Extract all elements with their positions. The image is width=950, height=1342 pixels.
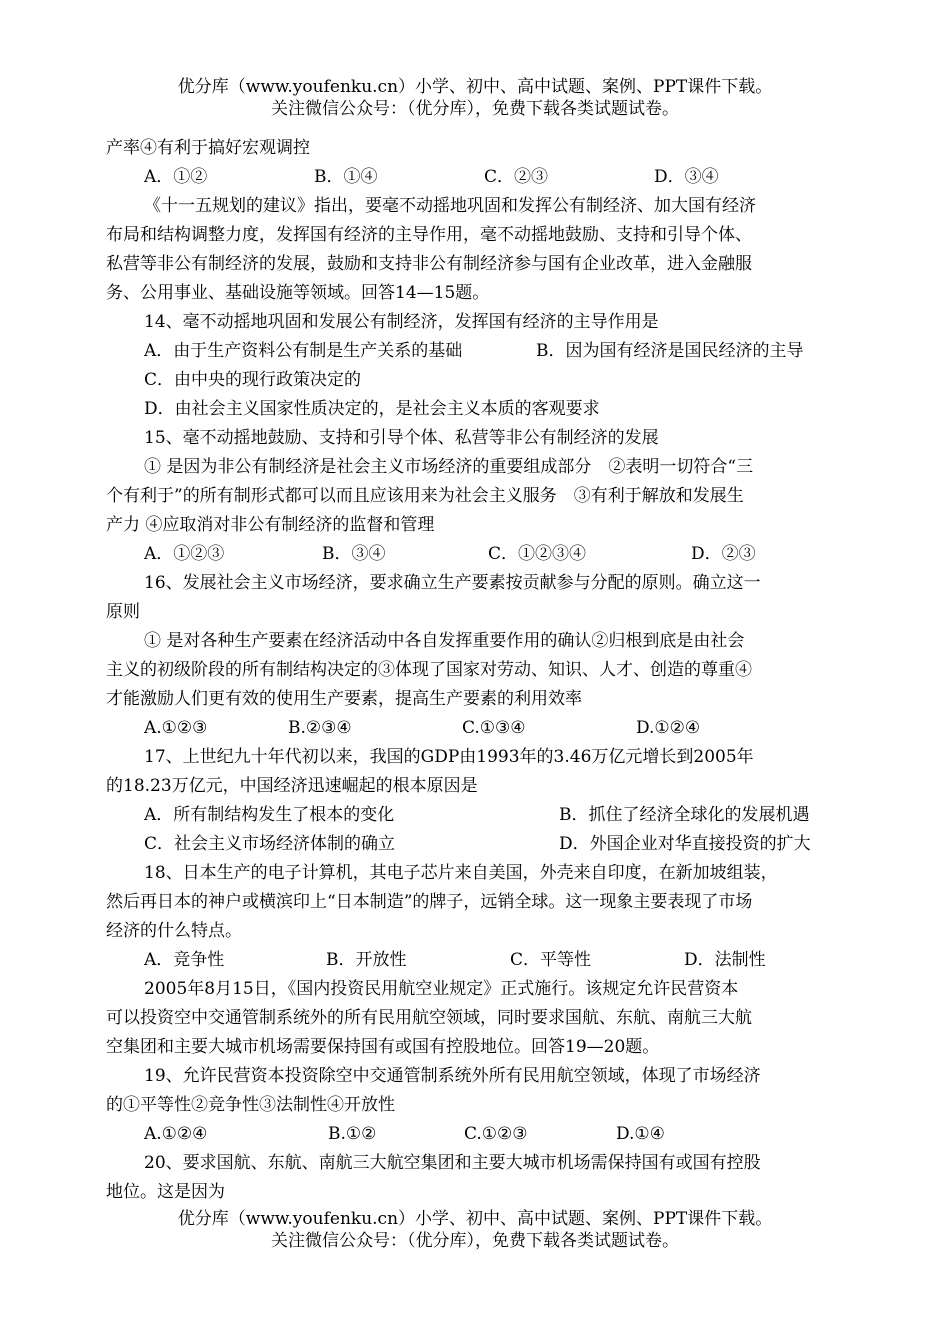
option-d: D.①②④ bbox=[636, 718, 701, 738]
option-a: A．由于生产资料公有制是生产关系的基础 bbox=[144, 341, 463, 361]
question-15: 15、毫不动摇地鼓励、支持和引导个体、私营等非公有制经济的发展 bbox=[144, 428, 659, 448]
text-line: 产率④有利于搞好宏观调控 bbox=[106, 138, 310, 158]
q16-statement-line-2: 主义的初级阶段的所有制结构决定的③体现了国家对劳动、知识、人才、创造的尊重④ bbox=[106, 660, 752, 680]
option-d: D．外国企业对华直接投资的扩大 bbox=[559, 834, 811, 854]
q16-options bbox=[106, 714, 846, 743]
passage-1-line-4: 务、公用事业、基础设施等领域。回答14—15题。 bbox=[106, 283, 490, 303]
option-d: D．由社会主义国家性质决定的，是社会主义本质的客观要求 bbox=[144, 399, 600, 419]
passage-2-line-3: 空集团和主要大城市机场需要保持国有或国有控股地位。回答19—20题。 bbox=[106, 1037, 660, 1057]
option-c: C．由中央的现行政策决定的 bbox=[144, 370, 362, 390]
question-17-line-2: 的18.23万亿元，中国经济迅速崛起的根本原因是 bbox=[106, 776, 478, 796]
question-17-line-1: 17、上世纪九十年代初以来，我国的GDP由1993年的3.46万亿元增长到2005年 bbox=[144, 747, 754, 767]
option-d: D．③④ bbox=[654, 167, 719, 187]
option-a: A．①② bbox=[144, 167, 208, 187]
option-a: A．①②③ bbox=[144, 544, 225, 564]
header-line-1: 优分库（www.youfenku.cn）小学、初中、高中试题、案例、PPT课件下载。 bbox=[177, 77, 773, 97]
option-a: A．所有制结构发生了根本的变化 bbox=[144, 805, 395, 825]
option-b: B．①④ bbox=[314, 167, 378, 187]
option-b: B.①② bbox=[328, 1124, 377, 1144]
footer-line-1: 优分库（www.youfenku.cn）小学、初中、高中试题、案例、PPT课件下载。 bbox=[177, 1209, 773, 1229]
option-c: C．①②③④ bbox=[488, 544, 587, 564]
passage-2-line-1: 2005年8月15日，《国内投资民用航空业规定》正式施行。该规定允许民营资本 bbox=[144, 979, 739, 999]
option-c: C.①②③ bbox=[464, 1124, 528, 1144]
option-b: B．因为国有经济是国民经济的主导 bbox=[536, 341, 804, 361]
passage-1-line-2: 布局和结构调整力度，发挥国有经济的主导作用，毫不动摇地鼓励、支持和引导个体、 bbox=[106, 225, 752, 245]
q13-options bbox=[106, 163, 846, 192]
page-footer bbox=[0, 1208, 950, 1252]
q16-statement-line-3: 才能激励人们更有效的使用生产要素，提高生产要素的利用效率 bbox=[106, 689, 582, 709]
q15-statement-line-2: 个有利于”的所有制形式都可以而且应该用来为社会主义服务 ③有利于解放和发展生 bbox=[106, 486, 744, 506]
question-19-line-2: 的①平等性②竞争性③法制性④开放性 bbox=[106, 1095, 395, 1115]
q19-options bbox=[106, 1120, 846, 1149]
q15-statement-line-1: ① 是因为非公有制经济是社会主义市场经济的重要组成部分 ②表明一切符合“三 bbox=[144, 457, 754, 477]
option-d: D．②③ bbox=[691, 544, 756, 564]
question-18-line-2: 然后再日本的神户或横滨印上“日本制造”的牌子，远销全球。这一现象主要表现了市场 bbox=[106, 892, 753, 912]
q14-options-ab bbox=[106, 337, 846, 366]
header-line-2: 关注微信公众号：（优分库），免费下载各类试题试卷。 bbox=[271, 99, 679, 119]
option-a: A.①②③ bbox=[144, 718, 208, 738]
q15-options bbox=[106, 540, 846, 569]
option-c: C．社会主义市场经济体制的确立 bbox=[144, 834, 396, 854]
footer-line-2: 关注微信公众号：（优分库），免费下载各类试题试卷。 bbox=[271, 1231, 679, 1251]
document-body bbox=[106, 134, 846, 1207]
option-a: A.①②④ bbox=[144, 1124, 208, 1144]
passage-2-line-2: 可以投资空中交通管制系统外的所有民用航空领域，同时要求国航、东航、南航三大航 bbox=[106, 1008, 752, 1028]
option-b: B．开放性 bbox=[326, 950, 407, 970]
q17-options-cd bbox=[106, 830, 846, 859]
question-18-line-1: 18、日本生产的电子计算机，其电子芯片来自美国，外壳来自印度，在新加坡组装， bbox=[144, 863, 778, 883]
q16-statement-line-1: ① 是对各种生产要素在经济活动中各自发挥重要作用的确认②归根到底是由社会 bbox=[144, 631, 745, 651]
option-c: C．②③ bbox=[484, 167, 549, 187]
passage-1-line-1: 《十一五规划的建议》指出，要毫不动摇地巩固和发挥公有制经济、加大国有经济 bbox=[144, 196, 756, 216]
question-20-line-1: 20、要求国航、东航、南航三大航空集团和主要大城市机场需保持国有或国有控股 bbox=[144, 1153, 761, 1173]
question-18-line-3: 经济的什么特点。 bbox=[106, 921, 242, 941]
option-b: B．抓住了经济全球化的发展机遇 bbox=[559, 805, 810, 825]
passage-1-line-3: 私营等非公有制经济的发展，鼓励和支持非公有制经济参与国有企业改革，进入金融服 bbox=[106, 254, 752, 274]
question-16-line-1: 16、发展社会主义市场经济，要求确立生产要素按贡献参与分配的原则。确立这一 bbox=[144, 573, 761, 593]
question-19-line-1: 19、允许民营资本投资除空中交通管制系统外所有民用航空领域，体现了市场经济 bbox=[144, 1066, 761, 1086]
option-d: D．法制性 bbox=[684, 950, 766, 970]
q17-options-ab bbox=[106, 801, 846, 830]
question-20-line-2: 地位。这是因为 bbox=[106, 1182, 225, 1202]
option-b: B．③④ bbox=[322, 544, 386, 564]
question-16-line-2: 原则 bbox=[106, 602, 140, 622]
q15-statement-line-3: 产力 ④应取消对非公有制经济的监督和管理 bbox=[106, 515, 435, 535]
option-d: D.①④ bbox=[616, 1124, 665, 1144]
q18-options bbox=[106, 946, 846, 975]
page-header bbox=[0, 76, 950, 120]
option-c: C.①③④ bbox=[462, 718, 526, 738]
option-b: B.②③④ bbox=[288, 718, 352, 738]
option-c: C．平等性 bbox=[510, 950, 592, 970]
option-a: A．竞争性 bbox=[144, 950, 225, 970]
question-14: 14、毫不动摇地巩固和发展公有制经济，发挥国有经济的主导作用是 bbox=[144, 312, 659, 332]
